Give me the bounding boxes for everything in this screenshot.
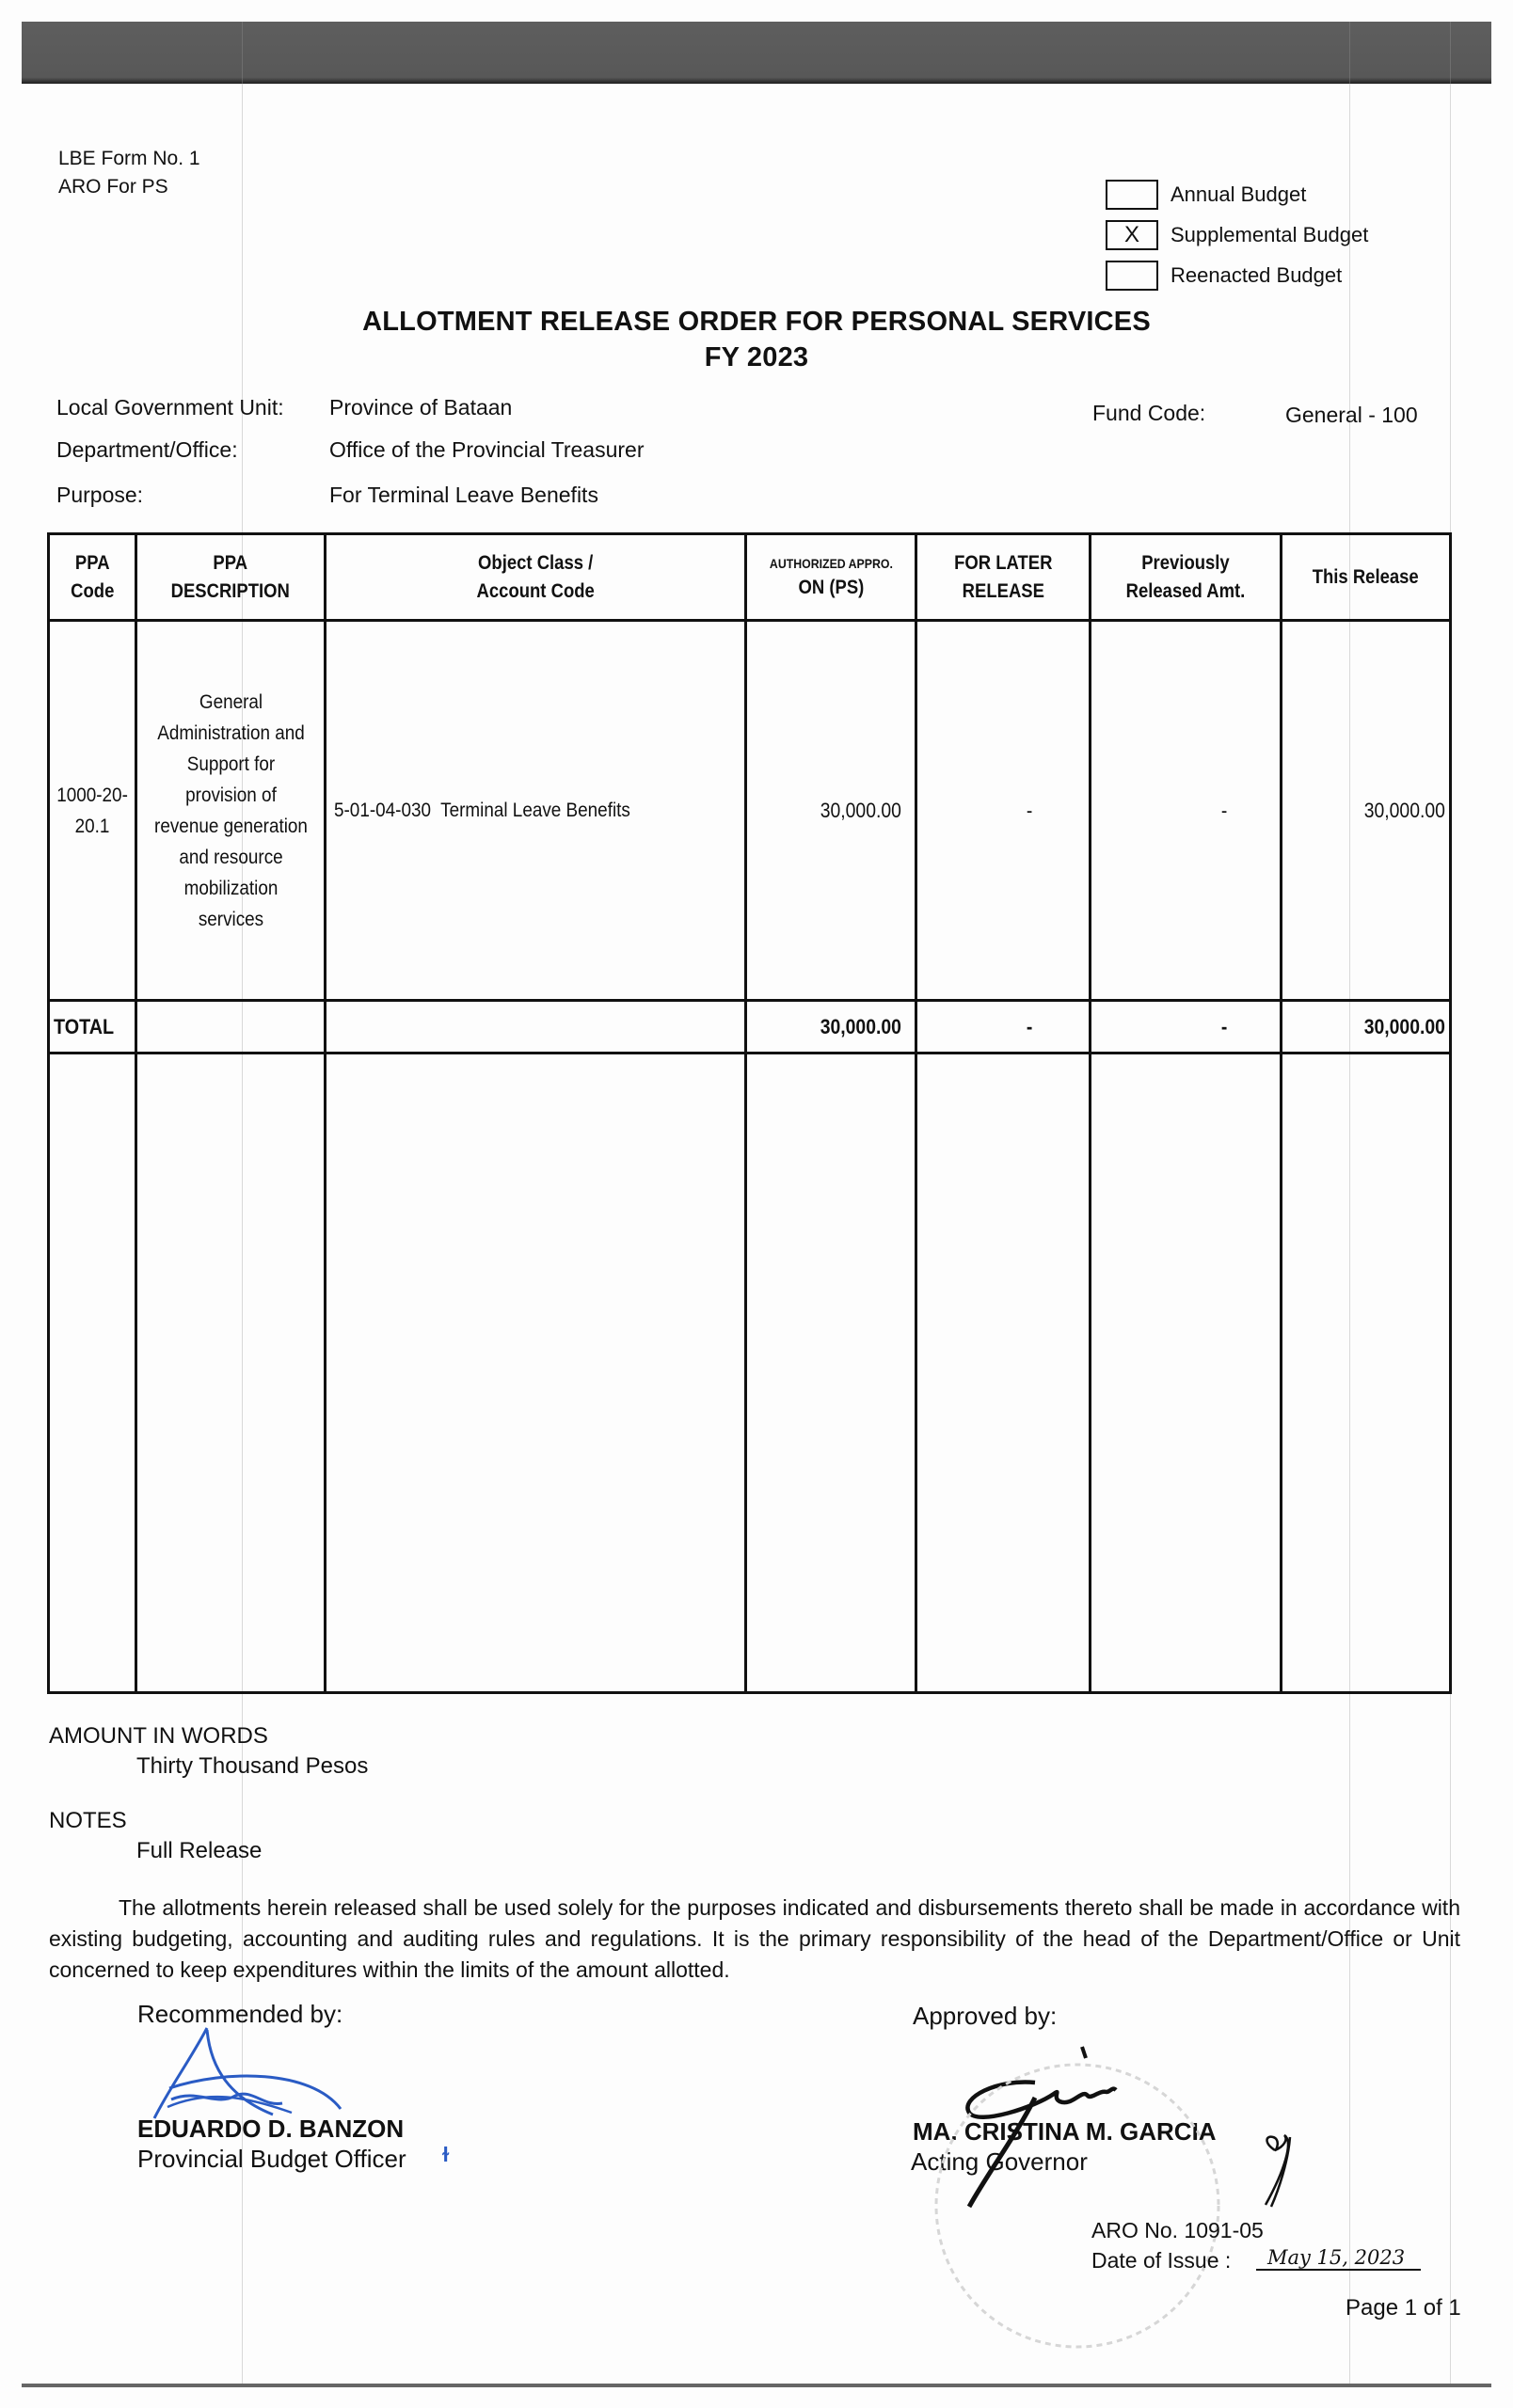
reenacted-budget-checkbox[interactable] [1106, 261, 1158, 291]
total-label: TOTAL [54, 1014, 115, 1038]
table-border [47, 1691, 1452, 1694]
header-this-release: This Release [1313, 565, 1419, 588]
cell-text: - [1026, 798, 1032, 822]
department-value: Office of the Provincial Treasurer [329, 437, 645, 462]
amount-in-words-label: AMOUNT IN WORDS [49, 1723, 268, 1749]
notes-label: NOTES [49, 1808, 127, 1833]
header-text: AUTHORIZED APPRO. [769, 555, 893, 571]
total-this-release [1282, 1002, 1449, 1052]
recommended-signature [141, 2022, 367, 2126]
form-type: ARO For PS [58, 176, 168, 198]
date-of-issue-label: Date of Issue : [1091, 2248, 1232, 2273]
fund-code-value: General - 100 [1285, 403, 1418, 427]
header-text: DESCRIPTION [170, 579, 291, 602]
cell-text: Administration and [156, 721, 305, 744]
purpose-label: Purpose: [56, 483, 144, 507]
approved-by-caption: Approved by: [913, 2002, 1058, 2030]
recommended-name: EDUARDO D. BANZON [137, 2115, 405, 2143]
purpose-value: For Terminal Leave Benefits [329, 483, 598, 507]
table-border [47, 1052, 1452, 1054]
table-row-object-class: 5-01-04-030 Terminal Leave Benefits [334, 800, 630, 821]
approved-title: Acting Governor [911, 2147, 1088, 2176]
supplemental-budget-label: Supplemental Budget [1171, 223, 1369, 246]
header-text: FOR LATER [953, 551, 1053, 574]
cell-text: services [198, 908, 263, 930]
supplemental-budget-checkbox[interactable]: X [1106, 220, 1158, 250]
header-authorized-appropriation [747, 535, 915, 619]
annual-budget-label: Annual Budget [1171, 182, 1307, 206]
table-row-previously-released [1091, 622, 1280, 999]
initial-mark-icon: ɫ [442, 2143, 450, 2166]
cell-text: - [1220, 798, 1227, 822]
approved-name: MA. CRISTINA M. GARCIA [913, 2117, 1217, 2146]
scan-bottom-rule [22, 2384, 1491, 2387]
cell-text: 20.1 [74, 815, 110, 837]
reenacted-budget-label: Reenacted Budget [1171, 263, 1343, 287]
table-row-ppa-code [50, 622, 135, 999]
recommended-by-caption: Recommended by: [137, 2000, 343, 2028]
date-of-issue-value[interactable]: May 15, 2023 [1256, 2246, 1421, 2271]
initial-signature [1256, 2133, 1303, 2209]
official-seal [922, 2051, 1233, 2361]
cell-text: 30,000.00 [820, 1014, 901, 1038]
amount-in-words-value: Thirty Thousand Pesos [136, 1753, 369, 1779]
header-text: Previously [1141, 551, 1230, 574]
page-number: Page 1 of 1 [1346, 2295, 1461, 2321]
cell-text: General [199, 690, 263, 713]
notes-value: Full Release [136, 1838, 263, 1863]
form-number: LBE Form No. 1 [58, 148, 200, 169]
header-text: Code [70, 579, 115, 602]
total-later-release [917, 1002, 1089, 1052]
table-border [1449, 532, 1452, 1694]
cell-text: and resource [178, 846, 283, 868]
header-ppa-code [50, 535, 135, 619]
header-text: Account Code [476, 579, 595, 602]
header-text: ON (PS) [798, 576, 864, 598]
lgu-value: Province of Bataan [329, 395, 513, 420]
cell-text: - [1220, 1014, 1227, 1038]
header-object-class [326, 535, 744, 619]
header-ppa-description [137, 535, 324, 619]
cell-text: 30,000.00 [820, 798, 901, 822]
cell-text: revenue generation [153, 815, 308, 837]
disclaimer-paragraph: The allotments herein released shall be used solely for the purposes indicated and disbursements thereto shall be made in accordance with existing budgeting, accounting and auditing rules and regulations. It is the primary responsibility of the head of the Department/Office or Unit concerned to keep expenditures within the limits of the amount allotted. [49, 1895, 1460, 1982]
table-row-ppa-description [137, 622, 324, 999]
cell-text: 1000-20- [56, 784, 128, 806]
cell-text: provision of [184, 784, 277, 806]
total-previously-released [1091, 1002, 1280, 1052]
cell-text: 30,000.00 [1363, 1014, 1445, 1038]
cell-text: - [1026, 1014, 1032, 1038]
fund-code-label: Fund Code: [1092, 401, 1206, 425]
annual-budget-checkbox[interactable] [1106, 180, 1158, 210]
department-label: Department/Office: [56, 437, 238, 462]
aro-number: ARO No. 1091-05 [1091, 2218, 1264, 2242]
cell-text: mobilization [183, 877, 278, 899]
lgu-label: Local Government Unit: [56, 395, 284, 420]
header-for-later-release [917, 535, 1089, 619]
document-title: ALLOTMENT RELEASE ORDER FOR PERSONAL SERVICES [362, 307, 1151, 337]
table-row-authorized [747, 622, 915, 999]
header-text: PPA [74, 551, 110, 574]
header-text: RELEASE [962, 579, 1044, 602]
recommended-title: Provincial Budget Officer [137, 2145, 406, 2173]
allotment-table [47, 532, 1452, 1693]
fiscal-year: FY 2023 [704, 342, 809, 372]
header-text: Object Class / [477, 551, 594, 574]
cell-text: Support for [186, 752, 275, 775]
table-row-this-release [1282, 622, 1449, 999]
table-row-later-release [917, 622, 1089, 999]
header-text: Released Amt. [1125, 579, 1246, 602]
header-text: PPA [213, 551, 248, 574]
header-previously-released [1091, 535, 1280, 619]
cell-text: 30,000.00 [1363, 798, 1445, 822]
total-authorized [747, 1002, 915, 1052]
